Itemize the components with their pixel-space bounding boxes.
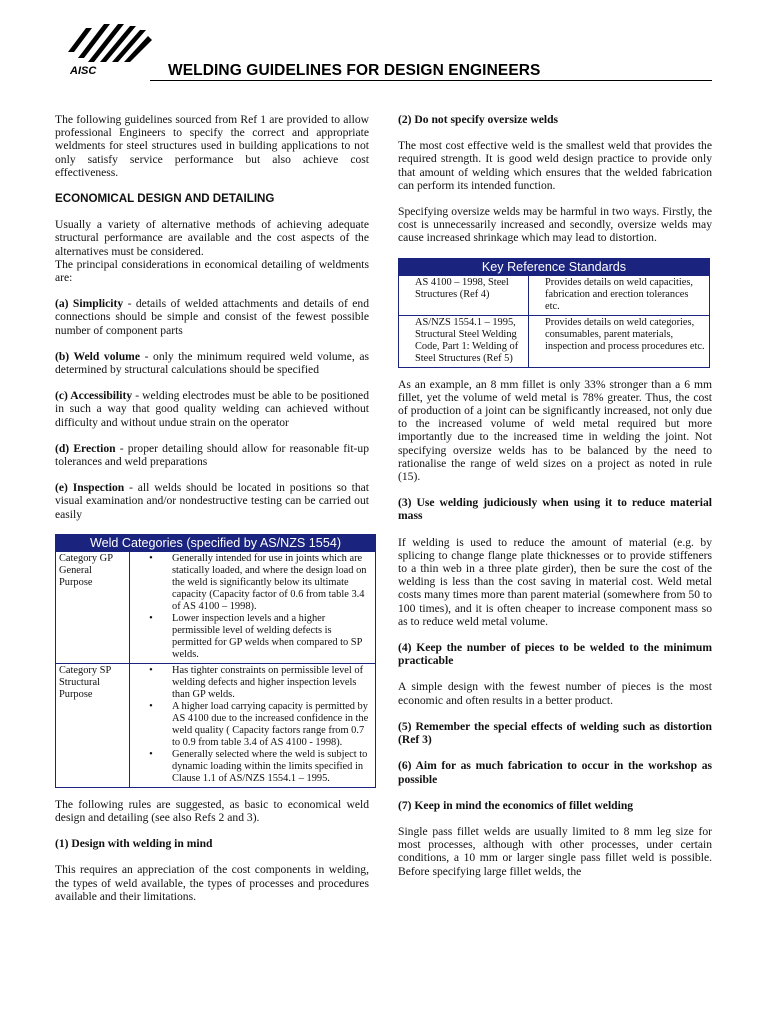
aisc-logo <box>64 22 156 80</box>
paragraph-principal-considerations: The principal considerations in economical detailing of weldments are: <box>55 257 369 285</box>
rule-4-text: A simple design with the fewest number of pieces is the most economic and often results in a better product. <box>398 680 712 707</box>
rule-1-text: This requires an appreciation of the cost components in welding, the types of weld available, the types of processes and procedures available and their limitations. <box>55 863 369 903</box>
standard-cell: AS 4100 – 1998, Steel Structures (Ref 4) <box>399 276 529 315</box>
table-row <box>399 275 709 315</box>
rule-4-heading: (4) Keep the number of pieces to be welded to the minimum practicable <box>398 641 712 668</box>
list-item: • Generally intended for use in joints which are statically loaded, and where the design load on the weld is significantly below its ultimate capacity (Capacity factor of 0.6 from table 3.4 of AS 4100 – 1998). <box>130 553 371 613</box>
paragraph-alternatives: Usually a variety of alternative methods of achieving adequate structural performance are available and the cost aspects of the alternatives must be considered. <box>55 218 369 258</box>
section-heading: ECONOMICAL DESIGN AND DETAILING <box>55 192 275 206</box>
example-paragraph: As an example, an 8 mm fillet is only 33% stronger than a 6 mm fillet, yet the volume of weld metal is 78% greater. Thus, the cost of production of a joint can be significantly increased, not only due to the increased volume of weld metal required but more importantly due to the increased time in welding the joint. Not specifying oversize welds has to be balanced by the need to rationalise the range of weld sizes on a project as noted in rule (15). <box>398 377 712 484</box>
rule-7-heading: (7) Keep in mind the economics of fillet welding <box>398 798 634 812</box>
intro-paragraph: The following guidelines sourced from Ref 1 are provided to allow professional Engineers to specify the correct and appropriate weldments for steel structures used in building applications to not only satisfy service performance but also achieve cost effectiveness. <box>55 113 369 179</box>
category-sp-label: Category SP Structural Purpose <box>56 664 130 787</box>
description-cell: Provides details on weld capacities, fabrication and erection tolerances etc. <box>545 276 694 312</box>
weld-categories-table <box>55 534 376 788</box>
logo-text: AISC <box>70 65 97 77</box>
list-item: • Generally selected where the weld is subject to dynamic loading within the limits specified in Clause 1.1 of AS/NZS 1554.1 – 1995. <box>130 749 371 785</box>
criteria-list <box>55 297 369 521</box>
category-gp-label: Category GP General Purpose <box>56 552 130 663</box>
rule-2-paragraph-1: The most cost effective weld is the smallest weld that provides the required strength. It is good weld design practice to provide only that amount of welding which ensures that the welded fabrication can perform its intended function. <box>398 139 712 192</box>
list-item: • A higher load carrying capacity is permitted by AS 4100 due to the increased confidence in the weld quality ( Capacity factors range from 0.7 to 0.9 from table 3.4 of AS 4100 - 1998). <box>130 701 371 749</box>
weld-categories-title: Weld Categories (specified by AS/NZS 1554) <box>56 535 375 551</box>
bullet-glyph: • <box>149 700 153 712</box>
rule-6-heading: (6) Aim for as much fabrication to occur in the workshop as possible <box>398 759 712 786</box>
list-item: • Has tighter constraints on permissible level of welding defects and higher inspection levels than GP welds. <box>130 665 371 701</box>
rule-3-heading: (3) Use welding judiciously when using it to reduce material mass <box>398 496 712 523</box>
table-row <box>56 663 375 787</box>
description-cell: Provides details on weld categories, consumables, parent materials, inspection and process procedures etc. <box>545 316 705 352</box>
table-row <box>56 551 375 663</box>
rule-2-paragraph-2: Specifying oversize welds may be harmful in two ways. Firstly, the cost is unnecessarily increased and secondly, oversize welds may cause increased shrinkage which may lead to distortion. <box>398 205 712 245</box>
rule-5-heading: (5) Remember the special effects of welding such as distortion (Ref 3) <box>398 719 712 747</box>
bullet-glyph: • <box>149 552 153 564</box>
criterion-inspection: (e) Inspection - all welds should be located in positions so that visual examination and/or nondestructive testing can be carried out easily <box>55 481 370 521</box>
rule-2-heading: (2) Do not specify oversize welds <box>398 113 559 126</box>
rule-1-heading: (1) Design with welding in mind <box>55 837 213 851</box>
standard-cell: AS/NZS 1554.1 – 1995, Structural Steel Welding Code, Part 1: Welding of Steel Structures (Ref 5) <box>399 316 529 367</box>
criterion-accessibility: (c) Accessibility - welding electrodes must be able to be positioned in such a way that good quality welding can achieved without difficulty and without undue strain on the operator <box>55 389 370 429</box>
criterion-simplicity: (a) Simplicity - details of welded attachments and details of end connections should be simple and consist of the fewest possible number of component parts <box>55 297 369 337</box>
table-row <box>399 315 709 367</box>
bullet-glyph: • <box>149 664 153 676</box>
page-title: WELDING GUIDELINES FOR DESIGN ENGINEERS <box>168 62 541 79</box>
list-item: • Lower inspection levels and a higher permissible level of welding defects is permitted for GP welds when compared to SP welds. <box>130 613 371 661</box>
bullet-glyph: • <box>149 748 153 760</box>
rules-intro-paragraph: The following rules are suggested, as basic to economical weld design and detailing (see also Refs 2 and 3). <box>55 797 369 825</box>
title-underline <box>150 80 712 81</box>
bullet-glyph: • <box>149 612 153 624</box>
criterion-erection: (d) Erection - proper detailing should allow for reasonable fit-up tolerances and weld preparations <box>55 441 369 469</box>
left-column <box>55 113 369 916</box>
key-reference-title: Key Reference Standards <box>399 259 709 275</box>
right-column <box>398 113 712 891</box>
rule-3-text: If welding is used to reduce the amount of material (e.g. by splicing to change flange plate thicknesses or to provide stiffeners to a thin web in a three plate girder), then be sure the cost of the welding is less than the cost saving in material cost. Weld metal costs many times more than parent material (somewhere from 50 to 100 times), and it is often cheaper to increase component mass so as to reduce weld metal volume. <box>398 535 712 628</box>
key-reference-table <box>398 258 710 368</box>
rule-7-text: Single pass fillet welds are usually limited to 8 mm leg size for most processes, although with other processes, under certain conditions, a 10 mm or larger single pass fillet weld is possible. Before specifying large fillet welds, the <box>398 824 712 878</box>
criterion-weld-volume: (b) Weld volume - only the minimum required weld volume, as determined by structural calculations should be specified <box>55 349 369 377</box>
